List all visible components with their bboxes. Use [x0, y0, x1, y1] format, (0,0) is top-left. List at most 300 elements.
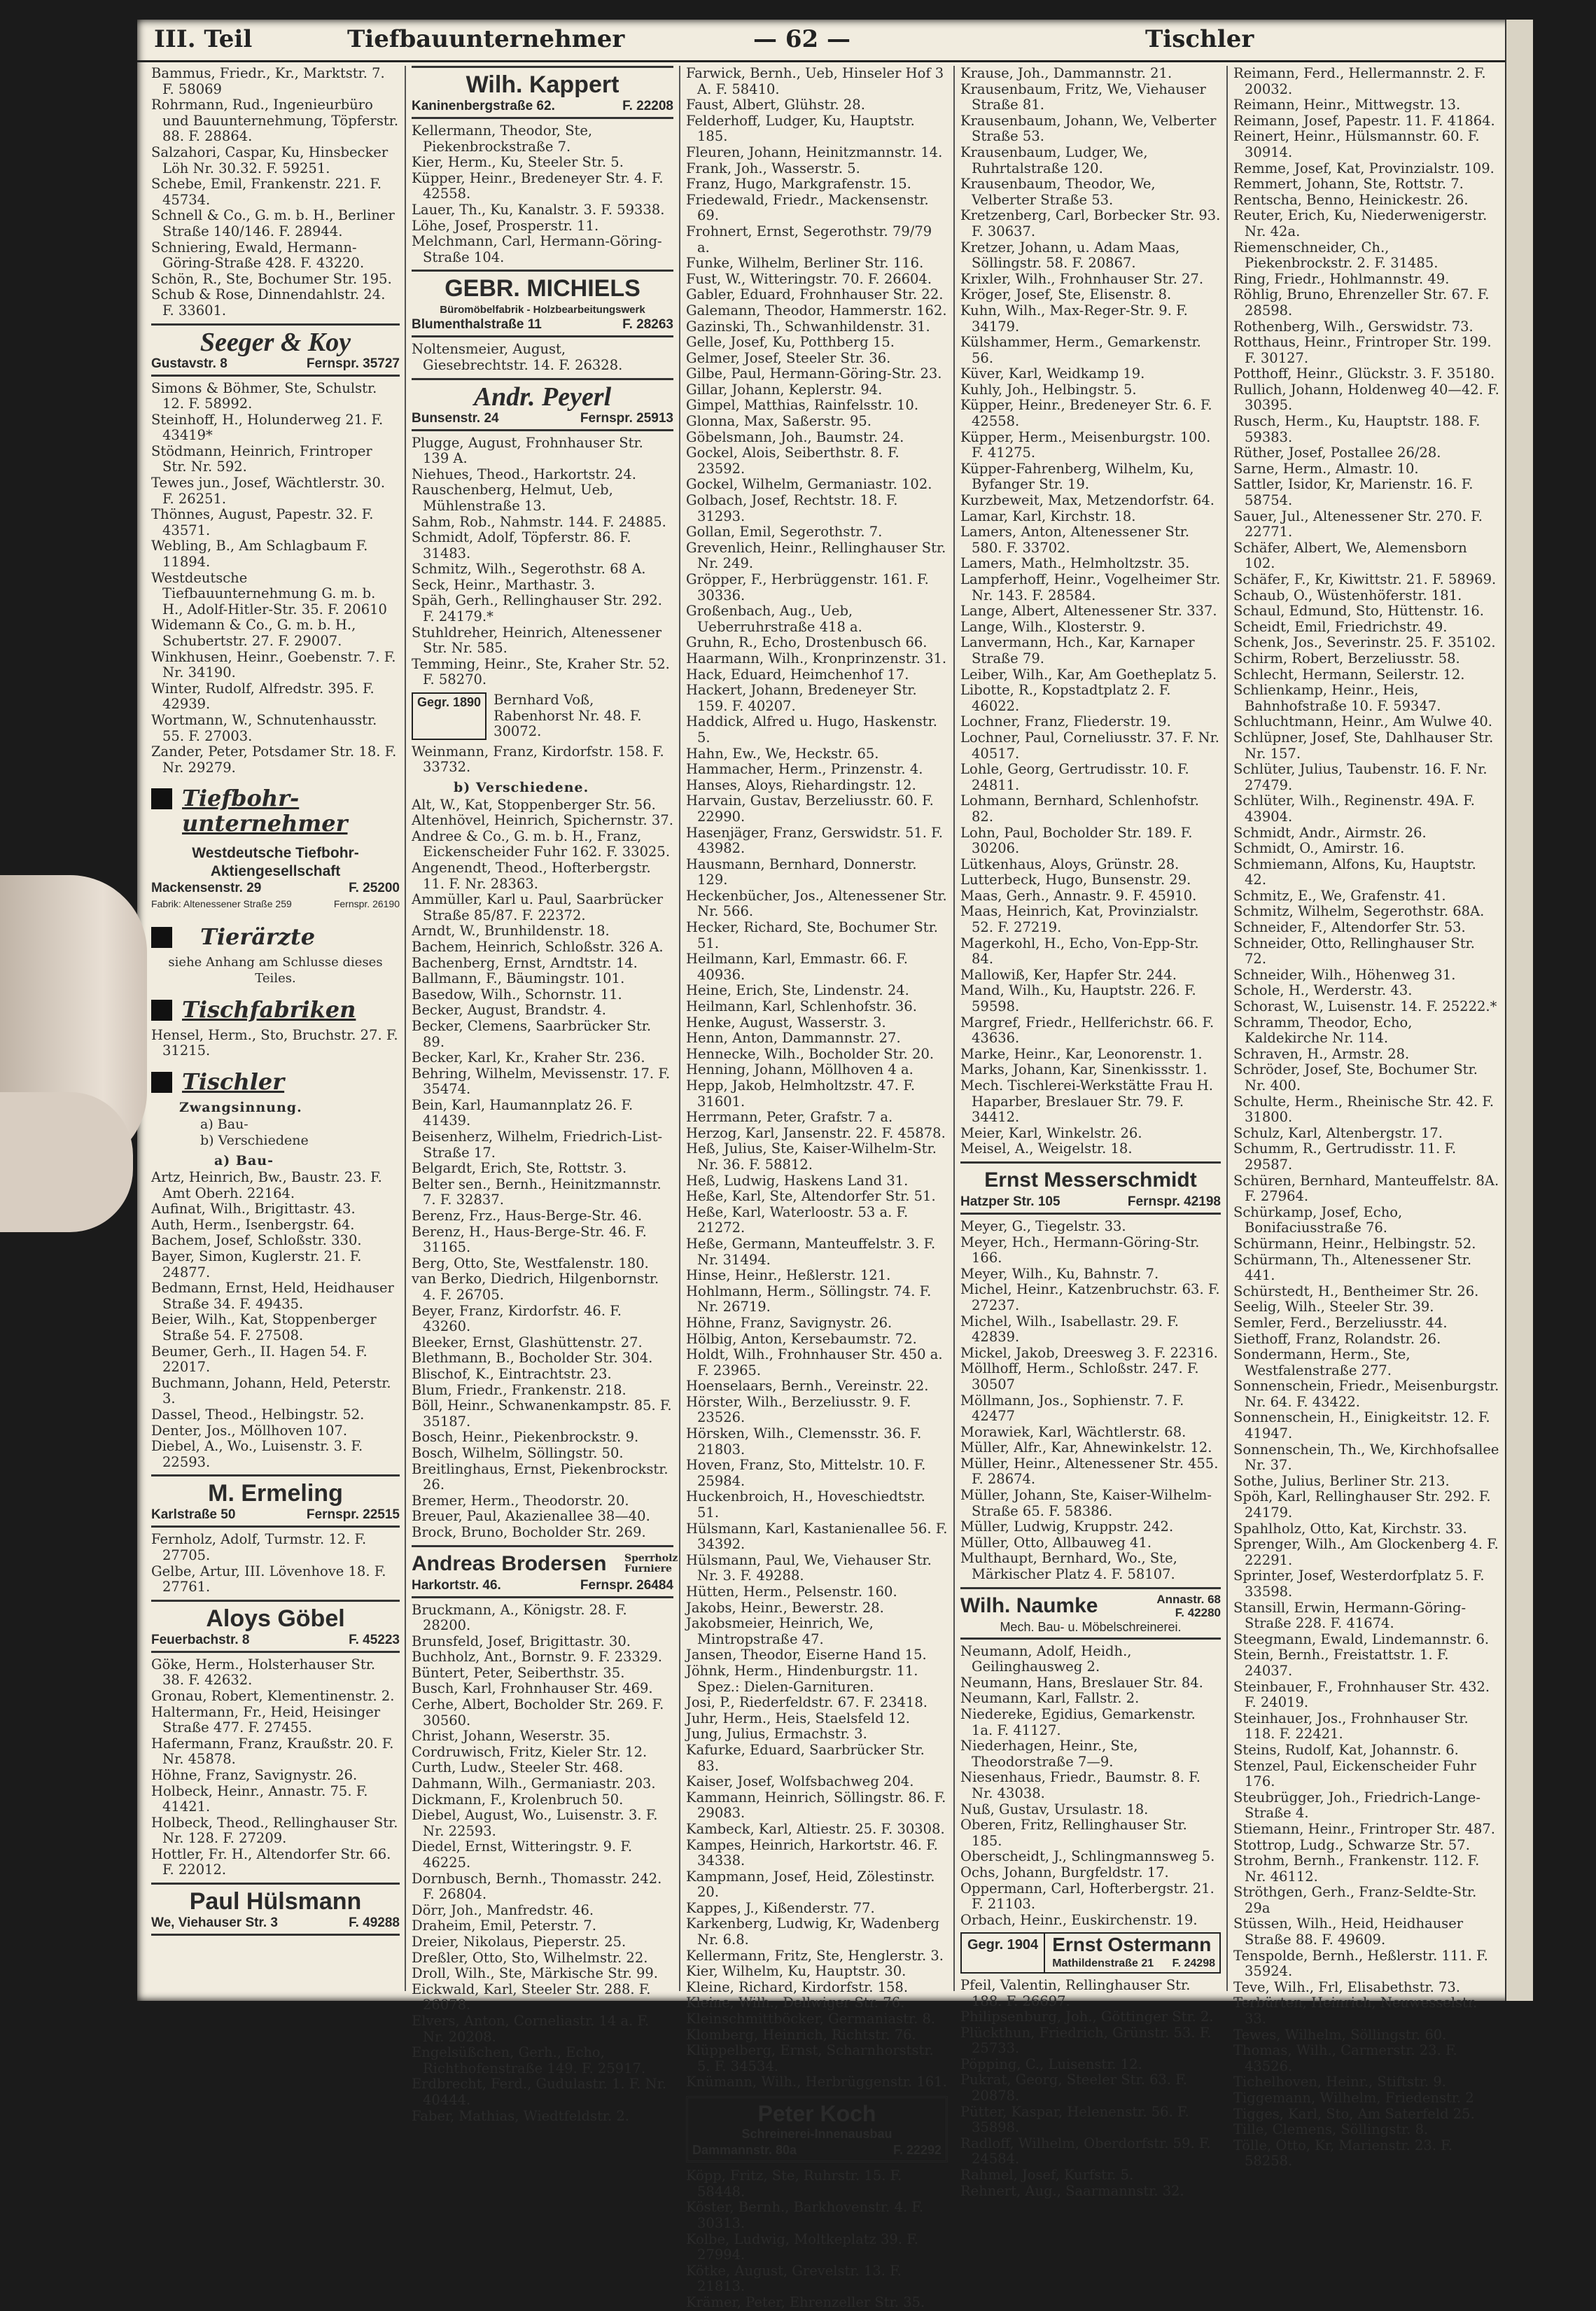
directory-entry: Haarmann, Wilh., Kronprinzenstr. 31.: [686, 650, 947, 666]
directory-entry: Becker, August, Brandstr. 4.: [412, 1002, 606, 1019]
advert-westdeutsche-tiefbohr: [151, 842, 400, 914]
advert-street: Bunsenstr. 24: [412, 410, 499, 426]
directory-entry: Stödmann, Heinrich, Frintroper Str. Nr. 592.: [151, 442, 372, 475]
directory-entry: Bachem, Josef, Schloßstr. 330.: [151, 1232, 362, 1249]
directory-entry: Hasenjäger, Franz, Gerswidstr. 51. F. 43982.: [686, 824, 943, 857]
advert-koch: [686, 2096, 948, 2163]
directory-entry: Rohrmann, Rud., Ingenieurbüro und Bauunternehmung, Töpferstr. 88. F. 28864.: [151, 97, 399, 145]
directory-entry: Steins, Rudolf, Kat, Johannstr. 6.: [1233, 1741, 1459, 1758]
directory-entry: Dreier, Nikolaus, Pieperstr. 25.: [412, 1933, 626, 1950]
established-entry-ostermann: [960, 1932, 1221, 1974]
entry-list: [412, 1603, 673, 2125]
directory-entry: Juhr, Herm., Heis, Staelsfeld 12.: [686, 1710, 910, 1726]
column-rule: [953, 66, 955, 1991]
directory-entry: Pfeil, Valentin, Rellinghauser Str. 188. F. 26697.: [960, 1976, 1191, 2009]
directory-entry: Ballmann, F., Bäumingstr. 101.: [412, 970, 625, 987]
directory-entry: Bachenberg, Ernst, Arndtstr. 14.: [412, 954, 638, 971]
directory-entry: Küpper, Heinr., Bredeneyer Str. 4. F. 42558.: [412, 169, 664, 202]
directory-entry: Stottrop, Ludg., Schwarze Str. 57.: [1233, 1836, 1470, 1853]
directory-entry: Klüppelberg, Ernst, Scharnhorststr. 5. F. 34534.: [686, 2042, 934, 2074]
directory-entry: Bleeker, Ernst, Glashüttenstr. 27.: [412, 1334, 643, 1350]
directory-entry: Lange, Albert, Altenessener Str. 337.: [960, 603, 1217, 620]
directory-entry: Hinse, Heinr., Heßlerstr. 121.: [686, 1267, 891, 1284]
directory-entry: Röhlig, Bruno, Ehrenzeller Str. 67. F. 28598.: [1233, 286, 1490, 319]
directory-entry: Sothe, Julius, Berliner Str. 213.: [1233, 1472, 1450, 1489]
directory-entry: Kleine, Wilh., Dellwiger Str. 76.: [686, 1995, 905, 2011]
directory-entry: Kappes, J., Kißenderstr. 77.: [686, 1899, 875, 1916]
directory-entry: Becker, Karl, Kr., Kraher Str. 236.: [412, 1049, 645, 1066]
advert-name: Andreas Brodersen: [412, 1551, 607, 1575]
directory-entry: Schmitz, Wilh., Segerothstr. 68 A.: [412, 561, 646, 578]
directory-entry: Stiemann, Heinr., Frintroper Str. 487.: [1233, 1820, 1495, 1837]
directory-entry: Kuhn, Wilh., Max-Reger-Str. 9. F. 34179.: [960, 302, 1188, 335]
directory-entry: Schlienkamp, Heinr., Heis, Bahnhofstraße 10. F. 59347.: [1233, 682, 1441, 714]
directory-entry: Müller, Ludwig, Kruppstr. 242.: [960, 1518, 1174, 1535]
directory-entry: Steinhoff, H., Holunderweg 21. F. 43419*: [151, 411, 384, 444]
directory-entry: Stuhldreher, Heinrich, Altenessener Str. Nr. 585.: [412, 624, 662, 657]
directory-entry: Schäfer, Albert, We, Alemensborn 102.: [1233, 539, 1467, 572]
entry-list: [151, 1657, 400, 1878]
directory-entry: Kier, Herm., Ku, Steeler Str. 5.: [412, 154, 624, 171]
entry-list: [960, 1978, 1221, 2199]
directory-entry: Lampferhoff, Heinr., Vogelheimer Str. Nr. 143. F. 28584.: [960, 571, 1221, 603]
entry-list: [412, 342, 673, 373]
directory-entry: Rüther, Josef, Postallee 26/28.: [1233, 445, 1441, 461]
advert-subtitle: Mech. Bau- u. Möbelschreinerei.: [1000, 1619, 1182, 1634]
directory-entry: Henke, August, Wasserstr. 3.: [686, 1014, 886, 1031]
directory-entry: Blischof, K., Eintrachtstr. 23.: [412, 1365, 612, 1382]
directory-entry: Erdbrecht, Ferd., Gudulastr. 1. F. Nr. 40444.: [412, 2076, 667, 2108]
directory-entry: Winkhusen, Heinr., Goebenstr. 7. F. Nr. 34190.: [151, 648, 396, 681]
directory-entry: Faber, Mathias, Wiedtfeldstr. 2.: [412, 2107, 629, 2124]
directory-entry: Schub & Rose, Dinnendahlstr. 24. F. 33601.: [151, 286, 386, 319]
directory-entry: Morawiek, Karl, Wächtlerstr. 68.: [960, 1423, 1186, 1440]
directory-entry: Holbeck, Theod., Rellinghauser Str. Nr. 128. F. 27209.: [151, 1814, 398, 1847]
header-next: Tischler: [1145, 25, 1254, 53]
directory-entry: Fleuren, Johann, Heinitzmannstr. 14.: [686, 144, 943, 160]
directory-entry: Hecker, Richard, Ste, Bochumer Str. 51.: [686, 919, 938, 951]
directory-entry: Christ, Johann, Weserstr. 35.: [412, 1728, 610, 1745]
directory-entry: Meyer, G., Tiegelstr. 33.: [960, 1217, 1126, 1234]
directory-entry: Scheidt, Emil, Friedrichstr. 49.: [1233, 618, 1448, 635]
directory-entry: Schmidt, Andr., Airmstr. 26.: [1233, 824, 1427, 841]
established-year: Gegr. 1890: [412, 692, 486, 740]
directory-entry: Schulz, Karl, Altenbergstr. 17.: [1233, 1124, 1443, 1141]
directory-entry: Beisenherz, Wilhelm, Friedrich-List-Straße 17.: [412, 1129, 663, 1161]
directory-entry: Schmitz, E., We, Grafenstr. 41.: [1233, 887, 1446, 904]
advert-street: Harkortstr. 46.: [412, 1577, 501, 1593]
directory-entry: Schaub, O., Wüstenhöferstr. 181.: [1233, 587, 1462, 603]
directory-entry: Widemann & Co., G. m. b. H., Schubertstr. 27. F. 29007.: [151, 617, 356, 649]
directory-entry: Michel, Heinr., Katzenbruchstr. 63. F. 27237.: [960, 1281, 1220, 1313]
directory-entry: Heckenbücher, Jos., Altenessener Str. Nr. 566.: [686, 887, 947, 920]
directory-entry: Altenhövel, Heinrich, Spichernstr. 37.: [412, 812, 673, 829]
advert-phone: Fernspr. 22515: [306, 1507, 400, 1523]
directory-entry: Steinbauer, F., Frohnhauser Str. 432. F. 24019.: [1233, 1678, 1490, 1711]
directory-entry: Remmert, Johann, Ste, Rottstr. 7.: [1233, 176, 1464, 193]
directory-entry: Schenk, Jos., Severinstr. 25. F. 35102.: [1233, 634, 1496, 651]
directory-entry: Kötke, August, Grevelstr. 13. F. 21813.: [686, 2262, 902, 2295]
directory-entry: Huckenbroich, H., Hoveschiedtstr. 51.: [686, 1488, 925, 1521]
directory-entry: Heße, Germann, Manteuffelstr. 3. F. Nr. 31494.: [686, 1235, 936, 1268]
directory-entry: Niederhagen, Heinr., Ste, Theodorstraße 7—9.: [960, 1738, 1138, 1770]
directory-entry: Belter sen., Bernh., Heinitzmannstr. 7. F. 32837.: [412, 1175, 662, 1208]
directory-entry: Buchmann, Johann, Held, Peterstr. 3.: [151, 1374, 391, 1407]
directory-entry: Lochner, Paul, Corneliusstr. 37. F. Nr. 40517.: [960, 729, 1219, 762]
directory-entry: Küpper, Herm., Meisenburgstr. 100. F. 41275.: [960, 428, 1211, 461]
directory-entry: Küpper, Heinr., Bredeneyer Str. 6. F. 42558.: [960, 397, 1212, 430]
advert-street: Mathildenstraße 21: [1052, 1957, 1154, 1970]
directory-entry: Dörr, Joh., Manfredstr. 46.: [412, 1901, 594, 1918]
directory-entry: Eickwald, Karl, Steeler Str. 288. F. 26078.: [412, 1981, 651, 2013]
directory-entry: Lamers, Math., Helmholtzstr. 35.: [960, 555, 1190, 572]
directory-entry: Tille, Clemens, Söllingstr. 8.: [1233, 2121, 1429, 2138]
entry-list: [412, 744, 673, 776]
directory-entry: Niedereke, Egidius, Gemarkenstr. 1a. F. 41127.: [960, 1706, 1196, 1738]
directory-entry: Niehues, Theod., Harkortstr. 24.: [412, 466, 636, 482]
directory-entry: Schlüpner, Josef, Ste, Dahlhauser Str. Nr. 157.: [1233, 729, 1494, 762]
entry-list: [960, 1219, 1221, 1583]
directory-entry: Schröder, Josef, Ste, Bochumer Str. Nr. 400.: [1233, 1061, 1478, 1094]
directory-entry: Andree & Co., G. m. b. H., Franz, Eickenscheider Fuhr 162. F. 33025.: [412, 828, 671, 860]
directory-entry: Büntert, Peter, Seiberthstr. 35.: [412, 1664, 625, 1681]
column-rule: [679, 66, 680, 1991]
directory-entry: Auth, Herm., Isenbergstr. 64.: [151, 1216, 355, 1233]
directory-entry: Weinmann, Franz, Kirdorfstr. 158. F. 33732.: [412, 743, 664, 776]
directory-entry: Sahm, Rob., Nahmstr. 144. F. 24885.: [412, 513, 666, 530]
directory-entry: Frank, Joh., Wasserstr. 5.: [686, 160, 860, 176]
advert-michiels: [412, 270, 673, 337]
directory-entry: Gröpper, F., Herbrüggenstr. 161. F. 30336.: [686, 571, 929, 603]
directory-entry: Diebel, August, Wo., Luisenstr. 3. F. Nr. 22593.: [412, 1807, 658, 1839]
directory-entry: Heße, Karl, Waterloostr. 53 a. F. 21272.: [686, 1203, 909, 1236]
advert-peyerl: [412, 378, 673, 431]
directory-entry: Faust, Albert, Glühstr. 28.: [686, 97, 865, 113]
directory-entry: Becker, Clemens, Saarbrücker Str. 89.: [412, 1017, 652, 1050]
directory-entry: Tiggemann, Wilhelm, Friedenstr. 2: [1233, 2090, 1474, 2106]
directory-entry: Knümann, Wilh., Herbrüggenstr. 161.: [686, 2074, 947, 2090]
directory-entry: Artz, Heinrich, Bw., Baustr. 23. F. Amt Oberh. 22164.: [151, 1169, 382, 1201]
directory-entry: Göke, Herm., Holsterhauser Str. 38. F. 42632.: [151, 1656, 376, 1689]
directory-entry: Dassel, Theod., Helbingstr. 52.: [151, 1406, 365, 1423]
directory-entry: Külshammer, Herm., Gemarkenstr. 56.: [960, 334, 1201, 366]
directory-entry: Beumer, Gerh., II. Hagen 54. F. 22017.: [151, 1343, 368, 1376]
directory-entry: Tigges, Karl, Sto, Am Saterfeld 25.: [1233, 2105, 1475, 2122]
directory-entry: Kleine, Richard, Kirdorfstr. 158.: [686, 1978, 909, 1995]
entry-list: [412, 797, 673, 1541]
section-heading-tieraerzte: Tierärzte: [151, 924, 400, 949]
directory-entry: Blum, Friedr., Frankenstr. 218.: [412, 1381, 626, 1398]
directory-entry: Berenz, H., Haus-Berge-Str. 46. F. 31165.: [412, 1223, 647, 1256]
directory-entry: Kafurke, Eduard, Saarbrücker Str. 83.: [686, 1741, 925, 1774]
directory-entry: Sprinter, Josef, Westerdorfplatz 5. F. 33598.: [1233, 1568, 1485, 1600]
directory-entry: Tewes jun., Josef, Wächtlerstr. 30. F. 26251.: [151, 475, 386, 507]
directory-entry: Diedel, Ernst, Witteringstr. 9. F. 46225.: [412, 1838, 633, 1871]
directory-entry: Schnell & Co., G. m. b. H., Berliner Straße 140/146. F. 28944.: [151, 207, 395, 239]
directory-entry: Franz, Hugo, Markgrafenstr. 15.: [686, 176, 911, 193]
directory-entry: Jansen, Theodor, Eiserne Hand 15.: [686, 1647, 927, 1663]
directory-entry: Gazinski, Th., Schwanhildenstr. 31.: [686, 318, 930, 335]
directory-entry: Mand, Wilh., Ku, Hauptstr. 226. F. 59598.: [960, 982, 1196, 1015]
advert-name: Peter Koch: [757, 2101, 876, 2126]
directory-entry: Diebel, A., Wo., Luisenstr. 3. F. 22593.: [151, 1438, 363, 1470]
directory-entry: Tewes, Wilhelm, Söllingstr. 60.: [1233, 2026, 1447, 2043]
directory-entry: Bremer, Herm., Theodorstr. 20.: [412, 1492, 629, 1509]
directory-entry: Kampmann, Josef, Heid, Zölestinstr. 20.: [686, 1868, 935, 1901]
directory-entry: Henning, Johann, Möllhoven 4 a.: [686, 1061, 913, 1078]
directory-entry: Rehnert, Aug., Saarmannstr. 32.: [960, 2182, 1184, 2199]
advert-name: Seeger & Koy: [200, 327, 351, 357]
directory-entry: Jakobs, Heinr., Bewerstr. 28.: [686, 1599, 884, 1616]
directory-entry: Libotte, R., Kopstadtplatz 2. F. 46022.: [960, 682, 1171, 714]
directory-entry: Farwick, Bernh., Ueb, Hinseler Hof 3 A. F. 58410.: [686, 65, 944, 97]
advert-factory: Fabrik: Altenessener Straße 259: [151, 898, 292, 910]
directory-entry: Leiber, Wilh., Kar, Am Goetheplatz 5.: [960, 666, 1217, 683]
directory-entry: Schramm, Theodor, Echo, Kaldekirche Nr. 114.: [1233, 1014, 1413, 1047]
directory-entry: Gronau, Robert, Klementinenstr. 2.: [151, 1687, 395, 1704]
advert-name: M. Ermeling: [208, 1480, 343, 1507]
directory-entry: Breitlinghaus, Ernst, Piekenbrockstr. 26.: [412, 1460, 668, 1493]
directory-entry: Bayer, Simon, Kuglerstr. 21. F. 24877.: [151, 1248, 362, 1280]
directory-entry: Schmidt, Adolf, Töpferstr. 86. F. 31483.: [412, 529, 631, 561]
advert-name: Ernst Messerschmidt: [984, 1168, 1197, 1192]
directory-entry: Denter, Jos., Möllhoven 107.: [151, 1422, 348, 1439]
directory-entry: Draheim, Emil, Peterstr. 7.: [412, 1918, 596, 1934]
directory-entry: Maas, Gerh., Annastr. 9. F. 45910.: [960, 887, 1197, 904]
subheading-verschiedene: b) Verschiedene.: [454, 780, 589, 795]
directory-entry: Tichelhoven, Heinr., Stiftstr. 9.: [1233, 2074, 1446, 2090]
section-heading-tischfabriken: Tischfabriken: [151, 997, 400, 1022]
directory-entry: Kolbe, Ludwig, Moltkeplatz 39. F. 27994.: [686, 2230, 918, 2263]
directory-entry: Hülsmann, Paul, We, Viehauser Str. Nr. 3. F. 49288.: [686, 1551, 932, 1584]
directory-entry: Angenendt, Theod., Hofterbergstr. 11. F. Nr. 28363.: [412, 859, 651, 892]
directory-entry: Berenz, Frz., Haus-Berge-Str. 46.: [412, 1208, 643, 1224]
directory-entry: Lanvermann, Hch., Kar, Karnaper Straße 79.: [960, 634, 1195, 666]
advert-goebel: [151, 1600, 400, 1653]
directory-entry: Riemenschneider, Ch., Piekenbrockstr. 2. F. 31485.: [1233, 239, 1438, 272]
entry-list: [151, 1170, 400, 1470]
directory-entry: Hörsken, Wilh., Clemensstr. 36. F. 21803.: [686, 1425, 922, 1458]
directory-entry: Fust, W., Witteringstr. 70. F. 26604.: [686, 270, 932, 287]
directory-entry: Ring, Friedr., Hohlmannstr. 49.: [1233, 270, 1450, 287]
directory-entry: Brock, Bruno, Bocholder Str. 269.: [412, 1523, 646, 1540]
directory-entry: Neumann, Adolf, Heidh., Geilinghausweg 2.: [960, 1642, 1132, 1675]
advert-brodersen: [412, 1545, 678, 1598]
directory-entry: Nuß, Gustav, Ursulastr. 18.: [960, 1801, 1149, 1817]
directory-entry: Schneider, Otto, Rellinghauser Str. 72.: [1233, 935, 1475, 968]
advert-phone: Fernspr. 25913: [580, 410, 673, 426]
page-header: [137, 20, 1532, 62]
advert-street: Hatzper Str. 105: [960, 1194, 1060, 1209]
directory-entry: Karkenberg, Ludwig, Kr, Wadenberg Nr. 6.8.: [686, 1915, 939, 1948]
directory-entry: Hütten, Herm., Pelsenstr. 160.: [686, 1584, 897, 1600]
directory-entry: Schlüter, Julius, Taubenstr. 16. F. Nr. 27479.: [1233, 761, 1488, 793]
directory-entry: Gabler, Eduard, Frohnhauser Str. 22.: [686, 286, 944, 303]
directory-entry: Stansill, Erwin, Hermann-Göring-Straße 228. F. 41674.: [1233, 1599, 1466, 1632]
directory-entry: Lütkenhaus, Aloys, Grünstr. 28.: [960, 856, 1180, 872]
advert-phone: Fernspr. 26484: [580, 1577, 673, 1593]
directory-entry: Hepp, Jakob, Helmholtzstr. 47. F. 31601.: [686, 1077, 916, 1110]
directory-entry: Lohle, Georg, Gertrudisstr. 10. F. 24811.: [960, 761, 1189, 793]
directory-entry: Curth, Ludw., Steeler Str. 468.: [412, 1759, 624, 1776]
directory-entry: Gollan, Emil, Segerothstr. 7.: [686, 524, 883, 540]
entry-list: [960, 66, 1221, 1157]
directory-entry: Blethmann, B., Bocholder Str. 304.: [412, 1350, 653, 1367]
directory-entry: Rusch, Herm., Ku, Hauptstr. 188. F. 59383.: [1233, 413, 1480, 445]
advert-phone: F. 25200: [349, 881, 400, 896]
header-part: III. Teil: [154, 25, 253, 53]
directory-entry: Schürmann, Th., Altenessener Str. 441.: [1233, 1251, 1472, 1284]
directory-entry: Potthoff, Heinr., Glückstr. 3. F. 35180.: [1233, 365, 1495, 382]
directory-entry: Westdeutsche Tiefbauunternehmung G. m. b. H., Adolf-Hitler-Str. 35. F. 20610: [151, 569, 387, 617]
directory-entry: Oberscheidt, J., Schlingmannsweg 5.: [960, 1848, 1215, 1865]
directory-entry: Gockel, Wilhelm, Germaniastr. 102.: [686, 476, 932, 493]
entry-list: [151, 1532, 400, 1595]
directory-entry: Hammacher, Herm., Prinzenstr. 4.: [686, 761, 923, 778]
directory-entry: Kammann, Heinrich, Söllingstr. 86. F. 29083.: [686, 1789, 946, 1822]
directory-entry: Marke, Heinr., Kar, Leonorenstr. 1.: [960, 1045, 1203, 1062]
directory-entry: Fernholz, Adolf, Turmstr. 12. F. 27705.: [151, 1531, 367, 1563]
directory-entry: Hohlmann, Herm., Söllingstr. 74. F. Nr. 26719.: [686, 1283, 932, 1315]
directory-entry: Jöhnk, Herm., Hindenburgstr. 11. Spez.: Dielen-Garnituren.: [686, 1662, 918, 1695]
directory-entry: Beyer, Franz, Kirdorfstr. 46. F. 43260.: [412, 1302, 622, 1335]
directory-entry: Spöh, Karl, Rellinghauser Str. 292. F. 24179.: [1233, 1488, 1491, 1521]
advert-phone: Fernspr. 35727: [306, 356, 400, 371]
directory-entry: Hausmann, Bernhard, Donnerstr. 129.: [686, 856, 917, 888]
directory-entry: Neumann, Hans, Breslauer Str. 84.: [960, 1674, 1203, 1691]
directory-entry: Reimann, Ferd., Hellermannstr. 2. F. 20032.: [1233, 65, 1486, 97]
directory-entry: Schürmann, Heinr., Helbingstr. 52.: [1233, 1235, 1476, 1252]
advert-street: Kaninenbergstraße 62.: [412, 99, 555, 113]
entry-list: [151, 381, 400, 776]
directory-entry: Frohnert, Ernst, Segerothstr. 79/79 a.: [686, 223, 932, 256]
advert-tag: Sperrholz Furniere: [624, 1552, 678, 1575]
directory-entry: Mickel, Jakob, Dreesweg 3. F. 22316.: [960, 1344, 1218, 1361]
directory-entry: Gilbe, Paul, Hermann-Göring-Str. 23.: [686, 365, 942, 382]
directory-page: [137, 20, 1532, 2310]
directory-entry: Galemann, Theodor, Hammerstr. 162.: [686, 302, 947, 319]
advert-name: Paul Hülsmann: [189, 1888, 362, 1915]
directory-entry: Michel, Wilh., Isabellastr. 29. F. 42839.: [960, 1313, 1179, 1346]
directory-entry: Remme, Josef, Kat, Provinzialstr. 109.: [1233, 160, 1494, 176]
directory-entry: Hottler, Fr. H., Altendorfer Str. 66. F. 22012.: [151, 1845, 391, 1878]
directory-entry: Lohmann, Bernhard, Schlenhofstr. 82.: [960, 793, 1199, 825]
directory-entry: Temming, Heinr., Ste, Kraher Str. 52. F. 58270.: [412, 655, 670, 688]
directory-entry: Klomberg, Heinrich, Richtstr. 76.: [686, 2026, 916, 2043]
directory-entry: Steinhauer, Jos., Frohnhauser Str. 118. F. 22421.: [1233, 1710, 1469, 1743]
directory-entry: Hoven, Franz, Sto, Mittelstr. 10. F. 25984.: [686, 1457, 926, 1489]
advert-ermeling: [151, 1474, 400, 1528]
directory-entry: Pukrat, Georg, Steeler Str. 63. F. 20878.: [960, 2072, 1187, 2104]
directory-entry: Pütter, Kaspar, Helenenstr. 56. F. 35898.: [960, 2103, 1189, 2136]
advert-street: Gustavstr. 8: [151, 356, 227, 371]
directory-entry: Pöpping, C., Luisenstr. 12.: [960, 2055, 1142, 2072]
directory-entry: Droll, Wilh., Ste, Märkische Str. 99.: [412, 1965, 658, 1982]
directory-entry: Gelle, Josef, Ku, Potthberg 15.: [686, 334, 895, 351]
directory-entry: Gockel, Alois, Seiberthstr. 8. F. 23592.: [686, 445, 899, 477]
advert-subtitle: Schreinerei-Innenausbau: [741, 2127, 892, 2141]
directory-entry: Späh, Gerh., Rellinghauser Str. 292. F. 24179.*: [412, 592, 662, 625]
directory-entry: Schluchtmann, Heinr., Am Wulwe 40.: [1233, 713, 1492, 730]
directory-entry: Haddick, Alfred u. Hugo, Haskenstr. 5.: [686, 713, 937, 746]
directory-entry: Mallowiß, Ker, Hapfer Str. 244.: [960, 966, 1177, 983]
directory-entry: Schniering, Ewald, Hermann-Göring-Straße 428. F. 43220.: [151, 239, 365, 272]
directory-entry: Semler, Ferd., Berzeliusstr. 44.: [1233, 1314, 1448, 1331]
directory-entry: Orbach, Heinr., Euskirchenstr. 19.: [960, 1911, 1198, 1928]
directory-entry: Dreßler, Otto, Sto, Wilhelmstr. 22.: [412, 1949, 648, 1966]
advert-name: GEBR. MICHIELS: [444, 275, 640, 302]
advert-phone: F. 28263: [622, 317, 673, 333]
directory-entry: Haltermann, Fr., Heid, Heisinger Straße 477. F. 27455.: [151, 1703, 381, 1736]
directory-entry: Ochs, Johann, Burgfeldstr. 17.: [960, 1864, 1169, 1880]
directory-entry: Heilmann, Karl, Schlenhofstr. 36.: [686, 998, 917, 1015]
directory-entry: Arndt, W., Brunhildenstr. 18.: [412, 923, 610, 940]
page-number: — 62 —: [753, 25, 850, 53]
directory-entry: Lamers, Anton, Altenessener Str. 580. F. 33702.: [960, 524, 1190, 556]
directory-entry: Gelbe, Artur, III. Lövenhove 18. F. 27761.: [151, 1563, 386, 1596]
directory-entry: Müller, Otto, Allbauweg 41.: [960, 1534, 1152, 1551]
directory-entry: Bosch, Heinr., Piekenbrockstr. 9.: [412, 1429, 639, 1446]
directory-entry: Möllmann, Jos., Sophienstr. 7. F. 42477: [960, 1392, 1184, 1425]
directory-entry: Schraven, H., Armstr. 28.: [1233, 1045, 1410, 1062]
directory-entry: Stein, Bernh., Freistattstr. 1. F. 24037.: [1233, 1647, 1449, 1679]
directory-entry: Tenspolde, Bernh., Heßlerstr. 111. F. 35924.: [1233, 1947, 1488, 1980]
directory-entry: Grevenlich, Heinr., Rellinghauser Str. Nr. 249.: [686, 539, 946, 572]
directory-entry: Strohm, Bernh., Frankenstr. 112. F. Nr. 46112.: [1233, 1852, 1480, 1885]
directory-entry: Kurzbeweit, Max, Metzendorfstr. 64.: [960, 492, 1214, 509]
directory-entry: Lamar, Karl, Kirchstr. 18.: [960, 508, 1136, 524]
directory-entry: Schirm, Robert, Berzeliusstr. 58.: [1233, 650, 1460, 666]
directory-entry: Hahn, Ew., We, Heckstr. 65.: [686, 745, 879, 762]
directory-entry: Schulte, Herm., Rheinische Str. 42. F. 31800.: [1233, 1093, 1494, 1126]
advert-name: Wilh. Kappert: [465, 71, 620, 98]
column-3: [686, 65, 948, 2310]
entry-list: [960, 1644, 1221, 1929]
directory-entry: Spahlholz, Otto, Kat, Kirchstr. 33.: [1233, 1520, 1467, 1537]
directory-entry: Hanses, Aloys, Riehardingstr. 12.: [686, 776, 916, 793]
directory-entry: Köpp, Fritz, Ste, Ruhrstr. 15. F. 58448.: [686, 2167, 902, 2200]
advert-huelsmann: [151, 1883, 400, 1936]
directory-entry: Schorast, W., Luisenstr. 14. F. 25222.*: [1233, 998, 1497, 1015]
directory-entry: Teve, Wilh., Frl, Elisabethstr. 73.: [1233, 1978, 1460, 1995]
directory-entry: Krixler, Wilh., Frohnhauser Str. 27.: [960, 270, 1204, 287]
directory-entry: Göbelsmann, Joh., Baumstr. 24.: [686, 428, 904, 445]
directory-entry: Heße, Karl, Ste, Altendorfer Str. 51.: [686, 1188, 936, 1205]
column-2: [412, 66, 678, 2124]
directory-entry: Krausenbaum, Johann, We, Velberter Straße 53.: [960, 112, 1217, 145]
directory-entry: Schole, H., Werderstr. 43.: [1233, 982, 1413, 999]
advert-subtitle: Büromöbelfabrik - Holzbearbeitungswerk: [440, 304, 645, 316]
directory-entry: Breuer, Paul, Akazienallee 38—40.: [412, 1508, 650, 1525]
entry-list: [151, 1028, 400, 1059]
advert-phone: F. 22208: [622, 99, 673, 113]
directory-entry: Bedmann, Ernst, Held, Heidhauser Straße 34. F. 49435.: [151, 1280, 394, 1312]
directory-entry: Meier, Karl, Winkelstr. 26.: [960, 1124, 1142, 1141]
directory-entry: Bosch, Wilhelm, Söllingstr. 50.: [412, 1444, 624, 1461]
directory-entry: Dickmann, F., Krolenbruch 50.: [412, 1791, 624, 1808]
advert-kappert: [412, 66, 673, 119]
section-heading-tiefbohr: Tiefbohr-unternehmer: [151, 786, 400, 836]
directory-entry: Brunsfeld, Josef, Brigittastr. 30.: [412, 1633, 631, 1649]
advert-street: Karlstraße 50: [151, 1507, 236, 1523]
directory-entry: Löhe, Josef, Prosperstr. 11.: [412, 217, 599, 234]
advert-name: Andr. Peyerl: [473, 382, 612, 412]
directory-entry: Reuter, Erich, Ku, Niederwenigerstr. Nr. 42a.: [1233, 207, 1488, 239]
directory-entry: Heine, Erich, Ste, Lindenstr. 24.: [686, 982, 909, 999]
directory-entry: Reimann, Heinr., Mittwegstr. 13.: [1233, 97, 1461, 113]
directory-entry: Krausenbaum, Theodor, We, Velberter Straße 53.: [960, 176, 1156, 208]
directory-entry: Schumm, R., Gertrudisstr. 11. F. 29587.: [1233, 1140, 1457, 1173]
